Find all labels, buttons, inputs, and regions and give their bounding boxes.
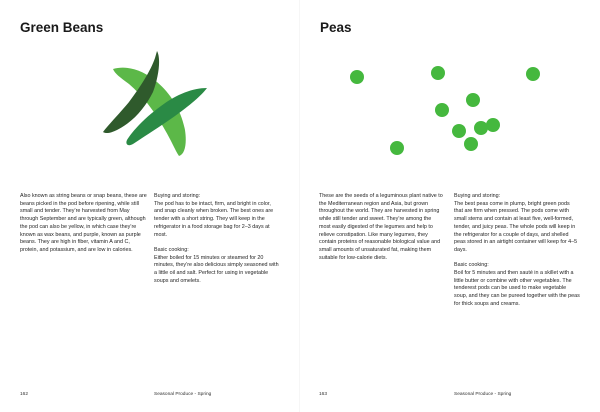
right-page (300, 0, 600, 412)
pea (350, 70, 364, 84)
pea (435, 103, 449, 117)
green-beans-buying-text: The pod has to be intact, firm, and bright in color, and snap cleanly when broken. The best ones are tender with a short string. They will keep in the refrigerator in a food storage bag for 2–3 days at most. (154, 200, 274, 238)
peas-illustration (340, 55, 550, 165)
peas-intro: These are the seeds of a leguminous plant native to the Mediterranean region and Asia, but grown throughout the world. They are harvested in spring while still tender and sweet. They’re among the most easily digested of the legumes and help to relieve constipation. Like many legumes, they contain proteins of reasonable biological value and small amounts of unsaturated fat, making them suitable for low-calorie diets. (319, 193, 443, 261)
running-footer-right: Seasonal Produce - Spring (454, 392, 512, 397)
green-beans-intro: Also known as string beans or snap beans, these are beans picked in the pod before ripening, while still small and tender. They’re harvested from May through September and are typically green, although the pod can also be yellow, in which case they’re known as wax beans, and purple, known as purple beans. They are high in fiber, vitamin A and C, protein, and potassium, and are low in calories. (20, 193, 147, 253)
peas-buying-heading: Buying and storing: (454, 193, 501, 199)
page-number-left: 162 (20, 392, 29, 397)
peas-cooking-text: Boil for 5 minutes and then sauté in a skillet with a little butter or combine with other vegetables. The tenderest pods can be used to make vegetable soup, and they can be pureed together with the peas for thick soups and creams. (454, 270, 580, 307)
pea (486, 118, 500, 132)
page-title-peas: Peas (320, 20, 352, 35)
pea (452, 124, 466, 138)
pea (431, 66, 445, 80)
peas-details-column (454, 193, 580, 309)
page-number-right: 163 (319, 392, 328, 397)
green-beans-cooking-heading: Basic cooking: (154, 246, 189, 253)
peas-buying-text: The best peas come in plump, bright green pods that are firm when pressed. The pods come with small stems and contain at least five, well-formed, tender, and juicy peas. The whole pods will keep in the refrigerator for a couple of days, and shelled peas stored in an airtight container will keep for 4–5 days. (454, 200, 578, 253)
pea (526, 67, 540, 81)
pea (390, 141, 404, 155)
green-beans-details-column (154, 193, 279, 285)
green-beans-cooking-text: Either boiled for 15 minutes or steamed for 20 minutes, they’re also delicious simply seasoned with a little oil and salt. Perfect for using in vegetable soups and omelets. (154, 254, 279, 284)
green-beans-buying-heading: Buying and storing: (154, 193, 201, 199)
running-footer-left: Seasonal Produce - Spring (154, 392, 212, 397)
peas-cooking-heading: Basic cooking: (454, 262, 489, 269)
pea (464, 137, 478, 151)
green-beans-illustration (95, 48, 215, 163)
pea (466, 93, 480, 107)
pea (474, 121, 488, 135)
page-title-green-beans: Green Beans (20, 20, 104, 35)
